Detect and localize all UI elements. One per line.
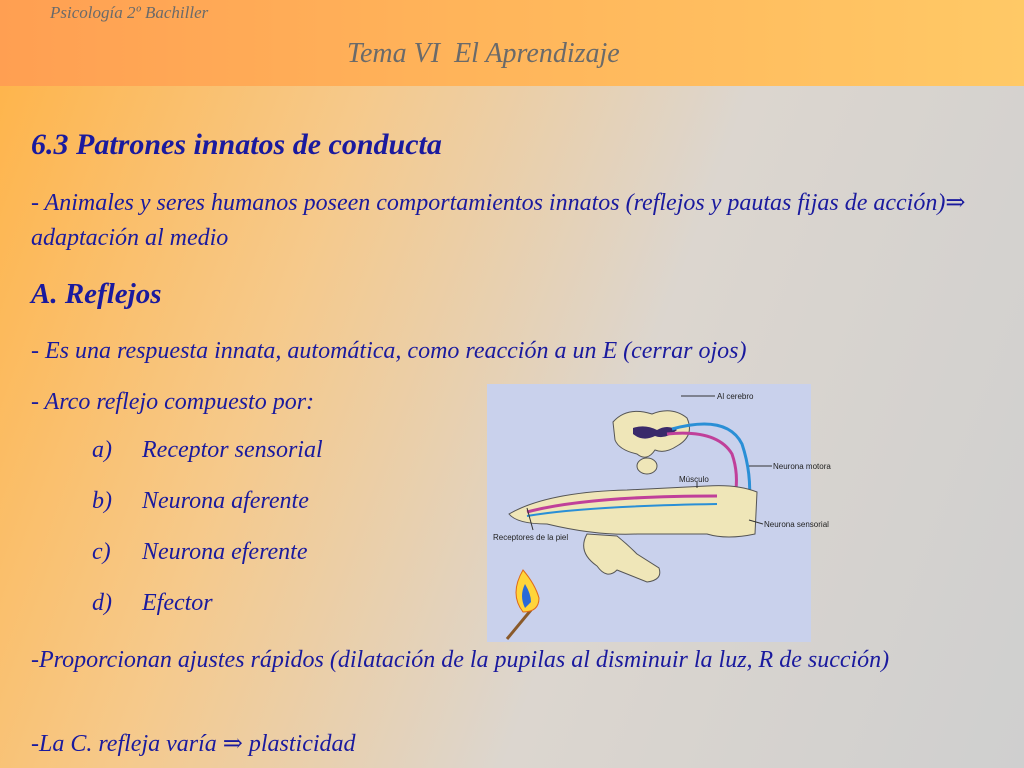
- adjustments-paragraph: -Proporcionan ajustes rápidos (dilatación de la pupilas al disminuir la luz, R de succión): [31, 647, 890, 673]
- ganglion-shape: [637, 458, 657, 474]
- subsection-title: A. Reflejos: [31, 278, 162, 310]
- list-item: [92, 488, 309, 515]
- list-item: [92, 590, 213, 617]
- list-item-label: Efector: [142, 590, 213, 616]
- skin-label: Receptores de la piel: [493, 533, 569, 542]
- hand-shape: [584, 534, 660, 582]
- implies-arrow-icon: ⇒: [945, 190, 966, 216]
- brain-label: Al cerebro: [717, 392, 754, 401]
- sensory-label: Neurona sensorial: [764, 520, 829, 529]
- section-title: 6.3 Patrones innatos de conducta: [31, 128, 442, 161]
- definition-line: - Es una respuesta innata, automática, como reacción a un E (cerrar ojos): [31, 338, 747, 364]
- reflex-arc-diagram: [487, 384, 831, 642]
- plasticity-line: [31, 727, 971, 762]
- reflex-arc-illustration: [487, 384, 831, 642]
- list-item-label: Neurona aferente: [142, 488, 309, 514]
- list-item-label: Neurona eferente: [142, 539, 308, 565]
- intro-paragraph: [31, 186, 971, 256]
- implies-arrow-icon: ⇒: [222, 731, 243, 757]
- list-item-key: a): [92, 437, 112, 463]
- intro-text: - Animales y seres humanos poseen comportamientos innatos (reflejos y pautas fijas de acción): [31, 190, 946, 216]
- match-stick: [507, 610, 531, 639]
- list-item-key: d): [92, 590, 112, 616]
- plasticity-pre: -La C. refleja varía: [31, 731, 223, 757]
- plasticity-post: plasticidad: [242, 731, 356, 757]
- slide-title: Tema VI El Aprendizaje: [347, 38, 620, 69]
- arm-shape: [509, 486, 757, 537]
- course-label: Psicología 2º Bachiller: [50, 3, 209, 22]
- muscle-label: Músculo: [679, 475, 709, 484]
- intro-tail: adaptación al medio: [31, 225, 229, 251]
- motor-label: Neurona motora: [773, 462, 831, 471]
- list-item-key: c): [92, 539, 111, 565]
- list-item: [92, 539, 308, 566]
- slide-header: [0, 0, 1024, 86]
- reflex-arc-line: - Arco reflejo compuesto por:: [31, 389, 315, 415]
- list-item: [92, 437, 323, 464]
- list-item-key: b): [92, 488, 112, 514]
- list-item-label: Receptor sensorial: [142, 437, 323, 463]
